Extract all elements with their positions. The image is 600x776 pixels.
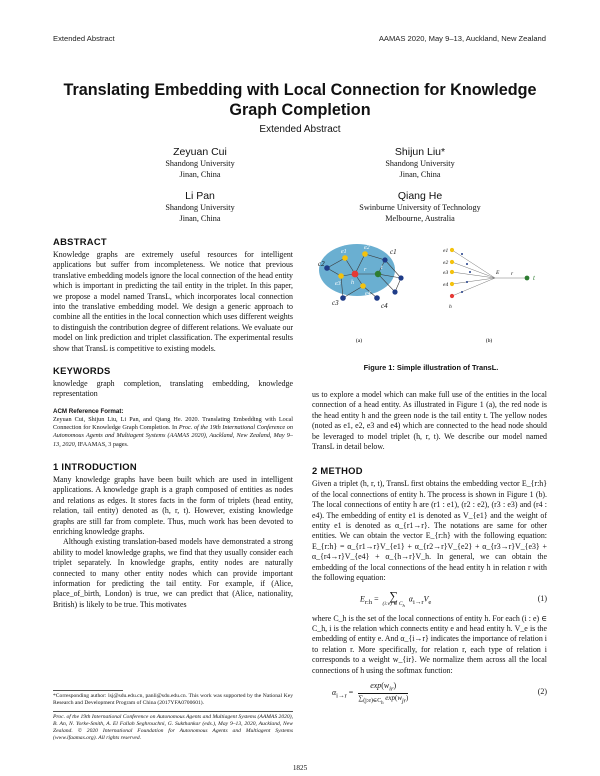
author-name: Shijun Liu* — [394, 146, 446, 158]
label-e2: e2 — [443, 260, 449, 266]
cluster-node — [324, 265, 330, 271]
neighbor-node — [362, 251, 368, 257]
label-c3: c3 — [332, 299, 339, 307]
equation-1 — [312, 586, 547, 614]
acm-venue: Proc. of the 19th International Conference on Autonomous Agents and Multiagent Systems (AAMAS 2020), Auckland, New Zealand, May 9–13, 2020, — [53, 424, 293, 448]
author-block — [320, 190, 520, 224]
head-node — [352, 271, 359, 278]
author-location: Jinan, China — [399, 169, 441, 179]
weight-dot — [466, 263, 468, 265]
author-affiliation: Shandong University — [385, 159, 455, 168]
acm-reference — [53, 416, 293, 449]
label-h: h — [449, 304, 452, 310]
intro-heading: 1 INTRODUCTION — [53, 460, 137, 472]
right-column — [312, 390, 547, 705]
left-column — [53, 236, 293, 610]
footnote-area — [53, 690, 293, 743]
edge — [452, 278, 495, 296]
method-heading: 2 METHOD — [312, 465, 363, 477]
weight-dot — [461, 291, 463, 293]
label-e3: e3 — [443, 270, 449, 276]
equation-2-number: (2) — [537, 686, 547, 696]
cluster-node — [382, 257, 387, 262]
footnote-rule — [53, 690, 123, 691]
author-affiliation: Swinburne University of Technology — [359, 203, 481, 212]
neighbor-node — [450, 282, 454, 286]
author-affiliation: Shandong University — [165, 203, 235, 212]
label-t: t — [381, 265, 383, 271]
label-r: r — [364, 267, 367, 273]
label-e4: e4 — [365, 291, 371, 297]
acm-heading: ACM Reference Format: — [53, 407, 124, 415]
edge — [452, 278, 495, 284]
neighbor-node — [360, 283, 366, 289]
author-location: Jinan, China — [179, 169, 221, 179]
figure-1 — [315, 238, 547, 350]
footnote-divider — [53, 711, 293, 712]
author-name: Li Pan — [185, 190, 215, 202]
footnote-proceedings: Proc. of the 19th International Conference on Autonomous Agents and Multiagent Systems (AAMAS 2020), B. An, N. Yorke-Smith, A. El Fallah Seghrouchni, G. Sukthankar (eds.), May 9–13, 2020, Auckland, New Zealand. © 2020 International Foundation for Autonomous Agents and Multiagent Systems (www.ifaamas.org). All rights reserved. — [53, 713, 293, 742]
running-header-right: AAMAS 2020, May 9–13, Auckland, New Zealand — [378, 34, 546, 43]
equation-2-body: $\alpha_{i\to r}$ = $\exp(w_{ir})$ $\sum_{(j:e)\in C_h}$ $\exp(w_{jr})$ — [332, 680, 409, 707]
intro-paragraph-1: Many knowledge graphs have been built which are used in intelligent applications. A knowledge graph is a graph composed of entities as nodes and relations as edges. It stores facts in the form of triplets (head entity, relation, tail entity) denoted as (h, r, t). However, existing knowledge graphs are still far from complete. Thus, much work has been devoted to enriching knowledge graphs. — [53, 474, 293, 536]
keywords-text: knowledge graph completion, translating embedding, knowledge representation — [53, 379, 293, 399]
label-r: r — [511, 271, 514, 277]
edge — [452, 262, 495, 278]
label-e2: e2 — [364, 245, 370, 251]
equation-1-body: $E_{r:h}$ = ∑ (i:e) ∈ $C_h$ $\alpha_{i\to r}V_e$ — [360, 588, 432, 608]
weight-dot — [469, 271, 471, 273]
label-t: t — [533, 274, 535, 282]
label-e4: e4 — [443, 282, 449, 288]
paper-title: Translating Embedding with Local Connection for Knowledge Graph Completion — [63, 81, 537, 119]
author-block — [320, 146, 520, 180]
author-block — [100, 190, 300, 224]
running-header-left: Extended Abstract — [53, 34, 115, 43]
equation-2 — [312, 679, 547, 705]
cluster-node — [392, 289, 397, 294]
author-location: Jinan, China — [179, 213, 221, 223]
method-paragraph-2: where C_h is the set of the local connections of entity h. For each (i : e) ∈ C_h, i is the relation which connects entity e and head entity h. V_e is the embedding of entity e. And α_{i→r} indicates the importance of relation i to relation r. More specifically, for relation r, each type of relation i corresponds to a weight w_{ir}. We normalize them across all the local connections of h using the softmax function: — [312, 613, 547, 675]
method-paragraph-1: Given a triplet (h, r, t), TransL first obtains the embedding vector E_{r:h} of the local connections of entity h. The process is shown in Figure 1 (b). The local connections of entity h are (r1 : e1), (r2 : e2), (r3 : e3) and (r4 : e4). The embedding of entity e1 is denoted as V_{e1} and the weight of entity e1 is denoted as α_{r1→r}. The notations are same for other entities. We can obtain the vector E_{r:h} with the following equation: E_{r:h} = α_{r1→r}V_{e1} + α_{r2→r}V_{e2} + α_{r3→r}V_{e3} + α_{r4→r}V_{e4} + α_{h→r}V_h. In general, we can obtain the embedding of the local connections of the head entity h in relation r with the following equation: — [312, 479, 547, 583]
abstract-text: Knowledge graphs are extremely useful resources for intelligent applications but suffer from incompleteness. We notice that previous translative embedding models ignore the local connection of the head entity which is important in predicting the tail entity in the triplet. In this paper, we propose a model named TransL, which incorporates local connection into the translative embedding model. We design a generic approach to combine all the entities in the local connection which uses different weights to distinguish the contribution degree of different relations. We evaluate our model on link prediction and triplet classification. The experimental results show that TransL is competitive to existing models. — [53, 250, 293, 353]
page-number: 1825 — [292, 764, 308, 772]
label-E: E — [496, 270, 500, 276]
panel-b-edges — [452, 250, 527, 296]
label-c4: c4 — [381, 302, 388, 310]
weight-dot — [461, 253, 463, 255]
footnote-corresponding: *Corresponding author: lsj@sdu.edu.cn, panli@sdu.edu.cn. This work was supported by the National Key Research and Development Program of China (2017YFA0700601). — [53, 693, 293, 707]
paper-subtitle: Extended Abstract — [259, 124, 341, 135]
edge — [452, 250, 495, 278]
weight-dot — [466, 281, 468, 283]
edge — [452, 272, 495, 278]
acm-publisher: IFAAMAS, 3 pages. — [76, 440, 129, 448]
label-e1: e1 — [443, 248, 449, 254]
author-name: Zeyuan Cui — [173, 146, 227, 158]
author-location: Melbourne, Australia — [385, 213, 455, 223]
author-block — [100, 146, 300, 180]
neighbor-node — [338, 273, 344, 279]
equation-1-number: (1) — [537, 593, 547, 603]
label-c1: c1 — [390, 248, 397, 256]
subfigure-b-label: (b) — [485, 338, 493, 344]
cluster-node — [374, 295, 380, 301]
head-node — [450, 294, 454, 298]
acm-text: Zeyuan Cui, Shijun Liu, Li Pan, and Qiang He. 2020. Translating Embedding with Local Connection for Knowledge Graph Completion. In — [53, 416, 293, 432]
subfigure-a-label: (a) — [355, 338, 363, 344]
figure-caption: Figure 1: Simple illustration of TransL. — [363, 363, 499, 372]
cluster-node — [398, 275, 403, 280]
neighbor-node — [450, 270, 454, 274]
neighbor-node — [450, 248, 454, 252]
label-e3: e3 — [335, 281, 341, 287]
label-c2: c2 — [318, 260, 325, 268]
intro-continuation: us to explore a model which can make full use of the entities in the local connection of a head entity. As illustrated in Figure 1 (a), the red node is the head entity h and the green node is the tail entity t. The yellow nodes (noted as e1, e2, e3 and e4) which are connected to the head node should be leveraged to model triplet (h, r, t). We describe our model named TransL in detail below. — [312, 390, 547, 452]
label-e1: e1 — [341, 249, 347, 255]
intro-paragraph-2: Although existing translation-based models have demonstrated a strong ability to model knowledge graphs, we find that they usually consider each triplet separately. In knowledge graphs, entity nodes are naturally connected to many other entity nodes which can provide important information for predicting the tail entity. For example, if (Alice, place_of_birth, London) is true, we can predict that (Alice, nationality, British) is likely to be true. This motivates — [53, 537, 293, 609]
panel-b-nodes — [450, 248, 530, 298]
tail-node — [525, 276, 530, 281]
keywords-heading: KEYWORDS — [53, 365, 111, 377]
neighbor-node — [342, 255, 348, 261]
author-affiliation: Shandong University — [165, 159, 235, 168]
tail-node — [375, 271, 381, 277]
cluster-node — [340, 295, 346, 301]
neighbor-node — [450, 260, 454, 264]
label-h: h — [351, 280, 354, 286]
abstract-heading: ABSTRACT — [53, 236, 107, 247]
author-name: Qiang He — [397, 190, 443, 202]
